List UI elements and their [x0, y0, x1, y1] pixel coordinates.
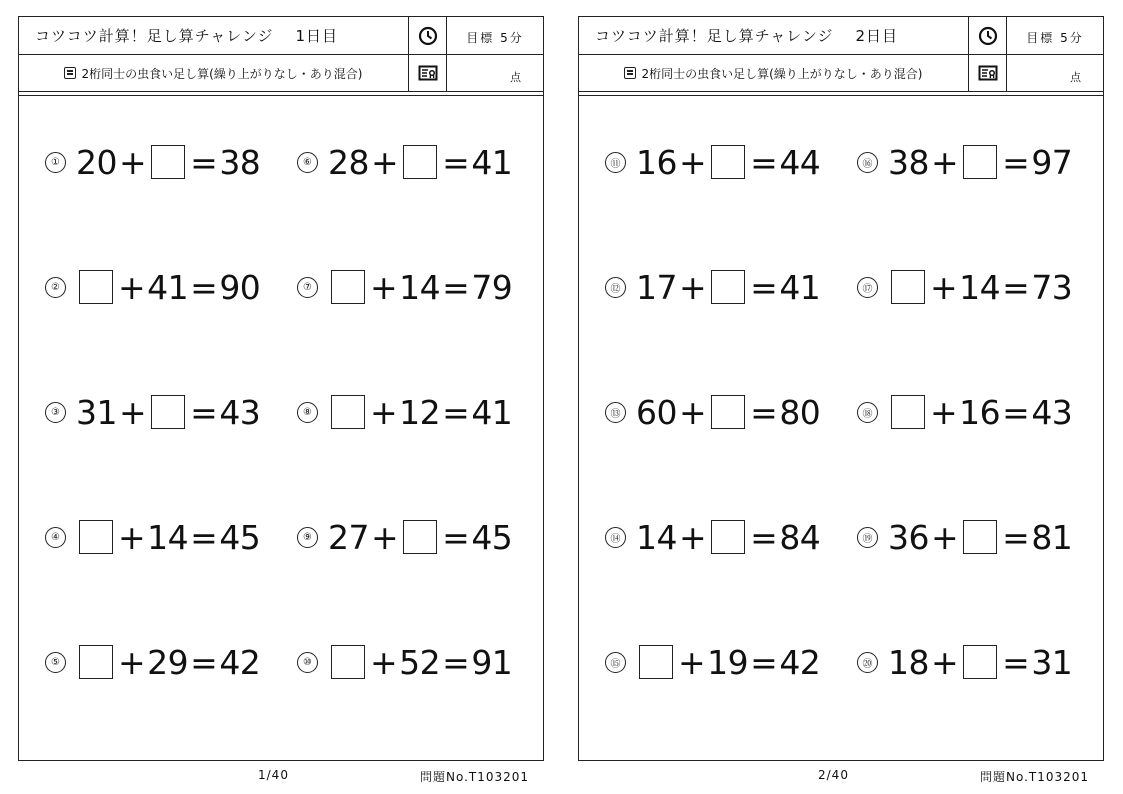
worksheet-header: [19, 17, 543, 92]
operand-number: 20: [76, 142, 117, 182]
subtitle-cell: [19, 55, 409, 91]
problem-number: ①: [45, 152, 66, 173]
problem-number: ⑭: [605, 527, 626, 548]
operand-number: 16: [636, 142, 677, 182]
problem-number: ⑮: [605, 652, 626, 673]
problem-number: ⑩: [297, 652, 318, 673]
operand-number: 42: [219, 642, 261, 682]
problem-number: ⑳: [857, 652, 878, 673]
answer-box[interactable]: [151, 145, 185, 179]
operand-number: 44: [779, 142, 821, 182]
operand-number: 80: [779, 392, 821, 432]
answer-box[interactable]: [711, 270, 745, 304]
addition-problem: [605, 640, 820, 684]
plus-sign: +: [931, 642, 959, 682]
goal-label: 目標: [466, 31, 495, 45]
addition-problem: [605, 515, 820, 559]
equals-sign: =: [1002, 392, 1030, 432]
answer-box[interactable]: [151, 395, 185, 429]
plus-sign: +: [679, 517, 707, 557]
operand-number: 41: [147, 267, 189, 307]
equals-sign: =: [190, 142, 218, 182]
goal-time-cell: [1007, 17, 1103, 54]
operand-number: 19: [707, 642, 749, 682]
operand-number: 14: [959, 267, 1001, 307]
addition-problem: [45, 265, 260, 309]
worksheet-header: [579, 17, 1103, 92]
score-cell: [1007, 55, 1103, 91]
answer-box[interactable]: [331, 395, 365, 429]
problem-number: ⑤: [45, 652, 66, 673]
equals-sign: =: [442, 642, 470, 682]
equals-sign: =: [1002, 142, 1030, 182]
operand-number: 84: [779, 517, 821, 557]
list-icon: [64, 67, 76, 79]
plus-sign: +: [119, 142, 147, 182]
plus-sign: +: [118, 267, 146, 307]
day-label: 1日目: [295, 27, 339, 45]
plus-sign: +: [119, 392, 147, 432]
addition-problem: [605, 390, 820, 434]
addition-problem: [45, 640, 260, 684]
answer-box[interactable]: [711, 395, 745, 429]
goal-time-cell: [447, 17, 543, 54]
operand-number: 41: [471, 142, 513, 182]
operand-number: 41: [779, 267, 821, 307]
equals-sign: =: [750, 392, 778, 432]
problem-number: ⑯: [857, 152, 878, 173]
score-unit: 点: [1070, 71, 1081, 84]
score-card-icon: [409, 55, 447, 91]
answer-box[interactable]: [639, 645, 673, 679]
plus-sign: +: [930, 267, 958, 307]
equals-sign: =: [1002, 267, 1030, 307]
equals-sign: =: [750, 517, 778, 557]
problem-number: ⑥: [297, 152, 318, 173]
problem-number: ②: [45, 277, 66, 298]
operand-number: 41: [471, 392, 513, 432]
addition-problem: [857, 515, 1072, 559]
equals-sign: =: [750, 267, 778, 307]
answer-box[interactable]: [331, 645, 365, 679]
addition-problem: [297, 640, 512, 684]
plus-sign: +: [679, 392, 707, 432]
equals-sign: =: [1002, 517, 1030, 557]
plus-sign: +: [678, 642, 706, 682]
problem-number: ⑲: [857, 527, 878, 548]
problem-number: ⑧: [297, 402, 318, 423]
problem-number: ④: [45, 527, 66, 548]
operand-number: 17: [636, 267, 677, 307]
answer-box[interactable]: [891, 270, 925, 304]
worksheet-title: コツコツ計算！足し算チャレンジ: [595, 27, 834, 45]
problem-number: ⑰: [857, 277, 878, 298]
operand-number: 81: [1031, 517, 1073, 557]
plus-sign: +: [370, 392, 398, 432]
problem-number: ⑪: [605, 152, 626, 173]
addition-problem: [45, 515, 260, 559]
plus-sign: +: [370, 267, 398, 307]
equals-sign: =: [190, 392, 218, 432]
equals-sign: =: [190, 267, 218, 307]
plus-sign: +: [679, 142, 707, 182]
plus-sign: +: [679, 267, 707, 307]
answer-box[interactable]: [963, 645, 997, 679]
operand-number: 79: [471, 267, 513, 307]
operand-number: 73: [1031, 267, 1073, 307]
page-number: 1/40: [258, 768, 289, 782]
answer-box[interactable]: [711, 145, 745, 179]
operand-number: 45: [219, 517, 261, 557]
answer-box[interactable]: [963, 145, 997, 179]
answer-box[interactable]: [79, 520, 113, 554]
addition-problem: [605, 265, 820, 309]
score-unit: 点: [510, 71, 521, 84]
operand-number: 38: [888, 142, 929, 182]
operand-number: 16: [959, 392, 1001, 432]
equals-sign: =: [1002, 642, 1030, 682]
operand-number: 18: [888, 642, 929, 682]
operand-number: 52: [399, 642, 441, 682]
score-card-icon: [969, 55, 1007, 91]
answer-box[interactable]: [403, 520, 437, 554]
operand-number: 91: [471, 642, 513, 682]
plus-sign: +: [118, 517, 146, 557]
day-label: 2日目: [855, 27, 899, 45]
addition-problem: [857, 140, 1072, 184]
equals-sign: =: [190, 517, 218, 557]
operand-number: 12: [399, 392, 441, 432]
goal-label: 目標: [1026, 31, 1055, 45]
addition-problem: [45, 140, 260, 184]
plus-sign: +: [931, 142, 959, 182]
operand-number: 31: [76, 392, 117, 432]
addition-problem: [857, 265, 1072, 309]
operand-number: 29: [147, 642, 189, 682]
answer-box[interactable]: [331, 270, 365, 304]
subtitle-cell: [579, 55, 969, 91]
operand-number: 90: [219, 267, 261, 307]
goal-value: 5分: [500, 31, 524, 45]
problem-id: 問題No.T103201: [420, 770, 530, 784]
problem-number: ⑬: [605, 402, 626, 423]
equals-sign: =: [442, 267, 470, 307]
answer-box[interactable]: [79, 645, 113, 679]
addition-problem: [45, 390, 260, 434]
addition-problem: [857, 390, 1072, 434]
worksheet-day-2: [578, 16, 1104, 761]
addition-problem: [857, 640, 1072, 684]
title-cell: [19, 17, 409, 54]
problem-number: ⑫: [605, 277, 626, 298]
addition-problem: [297, 390, 512, 434]
answer-box[interactable]: [891, 395, 925, 429]
equals-sign: =: [442, 517, 470, 557]
clock-icon: [969, 17, 1007, 54]
operand-number: 14: [147, 517, 189, 557]
list-icon: [624, 67, 636, 79]
worksheet-day-1: [18, 16, 544, 761]
operand-number: 60: [636, 392, 677, 432]
operand-number: 27: [328, 517, 369, 557]
problem-number: ③: [45, 402, 66, 423]
operand-number: 42: [779, 642, 821, 682]
page-number: 2/40: [818, 768, 849, 782]
worksheet-subtitle: 2桁同士の虫食い足し算(繰り上がりなし・あり混合): [81, 66, 363, 81]
clock-icon: [409, 17, 447, 54]
answer-box[interactable]: [79, 270, 113, 304]
answer-box[interactable]: [403, 145, 437, 179]
operand-number: 36: [888, 517, 929, 557]
operand-number: 43: [219, 392, 261, 432]
plus-sign: +: [118, 642, 146, 682]
equals-sign: =: [442, 392, 470, 432]
operand-number: 45: [471, 517, 513, 557]
equals-sign: =: [190, 642, 218, 682]
plus-sign: +: [371, 517, 399, 557]
operand-number: 14: [636, 517, 677, 557]
addition-problem: [297, 515, 512, 559]
operand-number: 28: [328, 142, 369, 182]
problem-number: ⑱: [857, 402, 878, 423]
operand-number: 43: [1031, 392, 1073, 432]
equals-sign: =: [442, 142, 470, 182]
score-cell: [447, 55, 543, 91]
answer-box[interactable]: [711, 520, 745, 554]
problem-id: 問題No.T103201: [980, 770, 1090, 784]
worksheet-subtitle: 2桁同士の虫食い足し算(繰り上がりなし・あり混合): [641, 66, 923, 81]
addition-problem: [605, 140, 820, 184]
plus-sign: +: [931, 517, 959, 557]
problem-number: ⑨: [297, 527, 318, 548]
operand-number: 31: [1031, 642, 1073, 682]
equals-sign: =: [750, 642, 778, 682]
worksheet-title: コツコツ計算！足し算チャレンジ: [35, 27, 274, 45]
goal-value: 5分: [1060, 31, 1084, 45]
equals-sign: =: [750, 142, 778, 182]
plus-sign: +: [370, 642, 398, 682]
title-cell: [579, 17, 969, 54]
operand-number: 97: [1031, 142, 1073, 182]
answer-box[interactable]: [963, 520, 997, 554]
operand-number: 14: [399, 267, 441, 307]
plus-sign: +: [371, 142, 399, 182]
problem-number: ⑦: [297, 277, 318, 298]
operand-number: 38: [219, 142, 261, 182]
addition-problem: [297, 265, 512, 309]
addition-problem: [297, 140, 512, 184]
plus-sign: +: [930, 392, 958, 432]
